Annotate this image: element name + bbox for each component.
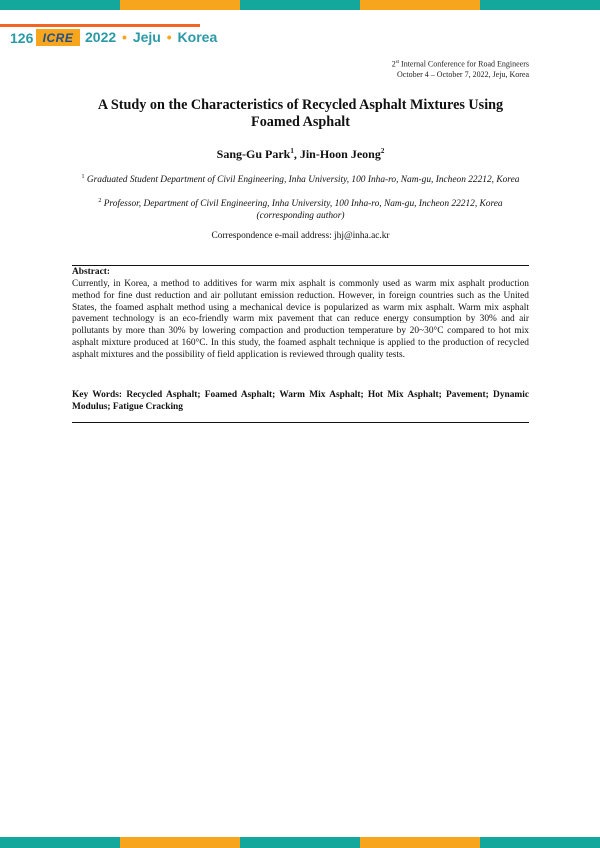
author-list bbox=[72, 147, 529, 162]
stripe-segment bbox=[360, 0, 480, 10]
conference-dates: October 4 – October 7, 2022, Jeju, Korea bbox=[397, 69, 529, 79]
event-country: Korea bbox=[177, 29, 218, 45]
event-banner bbox=[85, 29, 217, 45]
page-number: 126 bbox=[10, 30, 34, 46]
abstract-heading: Abstract: bbox=[72, 267, 111, 277]
separator-dot-icon: • bbox=[122, 29, 127, 45]
affiliation-text: Professor, Department of Civil Engineering, Inha University, 100 Inha-ro, Nam-gu, Incheon 22212, Korea (corresponding author) bbox=[101, 199, 503, 221]
conference-ordinal: 2 bbox=[391, 59, 396, 69]
event-city: Jeju bbox=[132, 29, 161, 45]
bottom-color-stripe bbox=[0, 837, 600, 848]
author-mark: 1 bbox=[290, 147, 294, 155]
author-name: Sang-Gu Park bbox=[216, 147, 291, 161]
author-separator: , bbox=[293, 147, 300, 161]
stripe-segment bbox=[120, 0, 240, 10]
stripe-segment bbox=[240, 837, 360, 848]
top-color-stripe bbox=[0, 0, 600, 10]
stripe-segment bbox=[480, 837, 600, 848]
correspondence-email: Correspondence e-mail address: jhj@inha.ac.kr bbox=[211, 231, 390, 241]
affiliation bbox=[72, 196, 529, 222]
stripe-segment bbox=[360, 837, 480, 848]
stripe-segment bbox=[120, 837, 240, 848]
affiliation bbox=[72, 172, 529, 187]
stripe-segment bbox=[0, 837, 120, 848]
keywords: Key Words: Recycled Asphalt; Foamed Asphalt; Warm Mix Asphalt; Hot Mix Asphalt; Pavement; Dynamic Modulus; Fatigue Cracking bbox=[72, 390, 529, 412]
stripe-segment bbox=[0, 0, 120, 10]
affiliation-mark: 1 bbox=[81, 174, 85, 180]
event-year: 2022 bbox=[85, 29, 117, 45]
header-accent-band bbox=[0, 24, 200, 27]
section-divider bbox=[72, 422, 529, 423]
abstract-text: Currently, in Korea, a method to additives for warm mix asphalt is commonly used as warm mix asphalt production method for fine dust reduction and air pollutant emission reduction. However, in foreign countries such as the United States, the foamed asphalt method using a mechanical device is popularized as warm mix asphalt. Warm mix asphalt pavement technology is an eco-friendly warm mix pavement that can reduce energy consumption by 30% and air pollutants by more than 30% by lowering compaction and production temperature by 20~30°C compared to hot mix asphalt mixture produced at 160°C. In this study, the foamed asphalt technique is applied to the production of recycled asphalt mixtures and the possibility of field application is reviewed through quality tests. bbox=[72, 279, 529, 360]
author-mark: 2 bbox=[380, 147, 385, 155]
affiliation-text: Graduated Student Department of Civil Engineering, Inha University, 100 Inha-ro, Nam-gu, Incheon 22212, Korea bbox=[84, 175, 520, 186]
section-divider bbox=[72, 265, 529, 266]
paper-title: A Study on the Characteristics of Recycled Asphalt Mixtures Using Foamed Asphalt bbox=[97, 97, 504, 130]
author-name: Jin-Hoon Jeong bbox=[299, 147, 381, 161]
affiliation-mark: 2 bbox=[98, 198, 102, 204]
conference-logo: ICRE bbox=[36, 29, 80, 46]
conference-ordinal-suffix: st bbox=[395, 60, 400, 65]
stripe-segment bbox=[480, 0, 600, 10]
conference-name-line bbox=[392, 58, 529, 70]
conference-name: Internal Conference for Road Engineers bbox=[399, 59, 529, 69]
separator-dot-icon: • bbox=[166, 29, 172, 45]
stripe-segment bbox=[240, 0, 360, 10]
conference-info bbox=[392, 58, 529, 80]
